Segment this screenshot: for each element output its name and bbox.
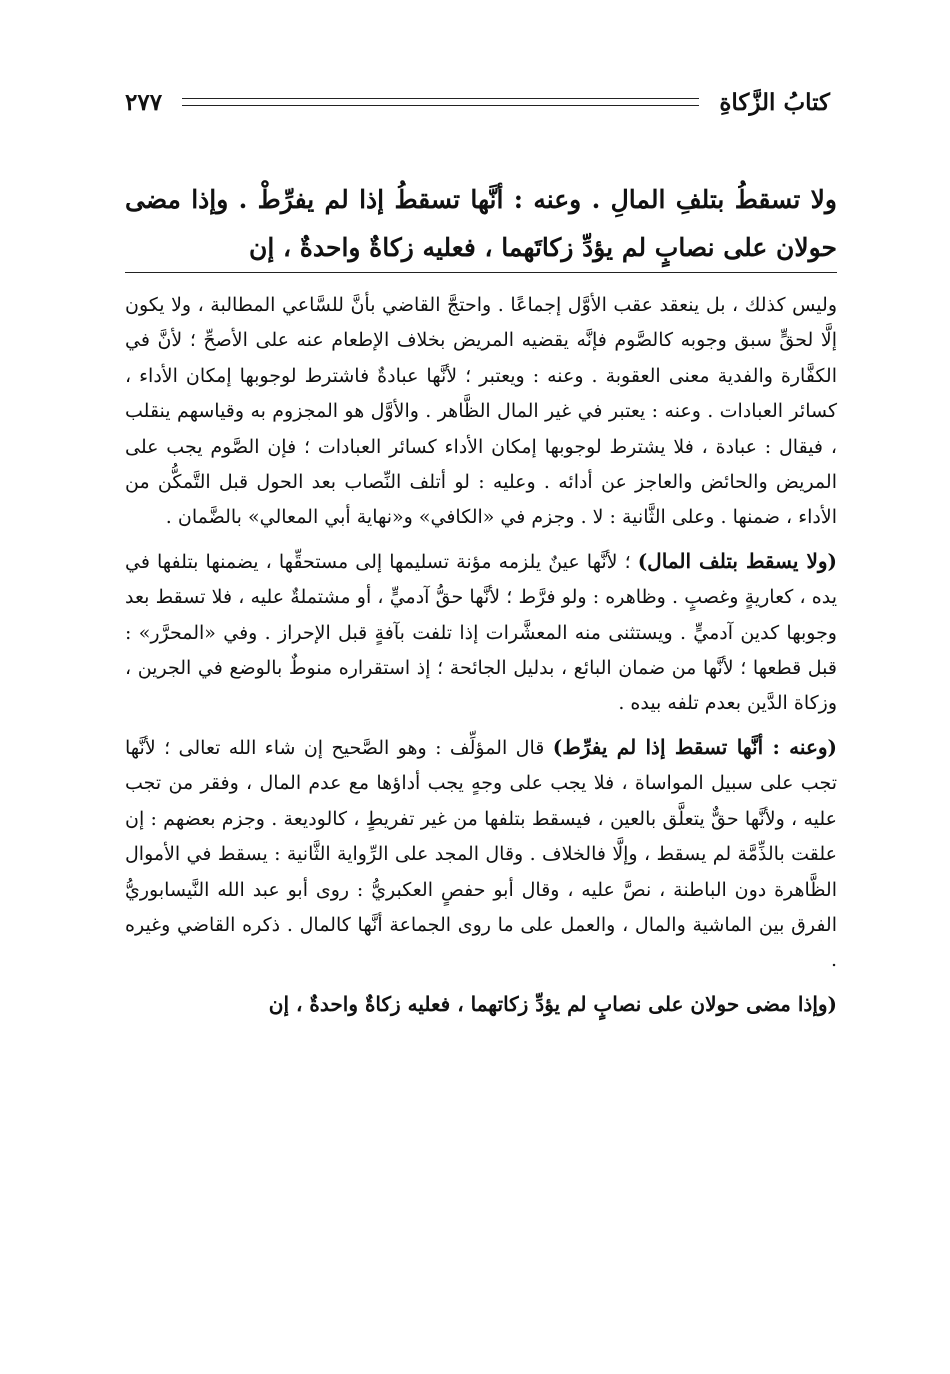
page-header — [125, 82, 830, 122]
page-number: ٢٧٧ — [125, 88, 163, 116]
commentary-text-2: ؛ لأنَّها عينٌ يلزمه مؤنة تسليمها إلى مستحقِّها ، يضمنها بتلفها في يده ، كعاريةٍ وغصبٍ . وظاهره : ولو فرَّط ؛ لأنَّها حقُّ آدميٍّ ، أو مشتملةٌ عليه ، فلا تسقط بعد وجوبها كدين آدميٍّ . ويستثنى منه المعشَّرات إذا تلفت بآفةٍ قبل الإحراز . وفي «المحرَّر» : قبل قطعها ؛ لأنَّها من ضمان البائع ، بدليل الجائحة ؛ إذ استقراره منوطٌ بالوضع في الجرين ، وزكاة الدَّين بعدم تلفه بيده . — [125, 550, 837, 715]
commentary-paragraph-1: وليس كذلك ، بل ينعقد عقب الأوَّل إجماعًا . واحتجَّ القاضي بأنَّ للسَّاعي المطالبة ، ولا يكون إلَّا لحقٍّ سبق وجوبه كالصَّوم فإنَّه يقضيه المريض بخلاف الإطعام عنه على الأصحِّ ؛ لأنَّ في الكفَّارة والفدية معنى العقوبة . وعنه : ويعتبر ؛ لأنَّها عبادةٌ فاشترط لوجوبها إمكان الأداء ، كسائر العبادات . وعنه : يعتبر في غير المال الظَّاهر . والأوَّل هو المجزوم به وقياسهم ينقلب ، فيقال : عبادة ، فلا يشترط لوجوبها إمكان الأداء كسائر العبادات ؛ فإن الصَّوم يجب على المريض والحائض والعاجز عن أدائه . وعليه : لو أتلف النِّصاب بعد الحول قبل التَّمكُّن من الأداء ، ضمنها . وعلى الثَّانية : لا . وجزم في «الكافي» و«نهاية أبي المعالي» بالضَّمان . — [125, 294, 837, 529]
commentary-text-3: قال المؤلِّف : وهو الصَّحيح إن شاء الله تعالى ؛ لأنَّها تجب على سبيل المواساة ، فلا يجب على وجهٍ يجب أداؤها مع عدم المال ، وفقر من تجب عليه ، ولأنَّها حقٌّ يتعلَّق بالعين ، فيسقط بتلفها من غير تفريطٍ ، كالوديعة . وجزم بعضهم : إن علقت بالذِّمَّة لم يسقط ، وإلَّا فالخلاف . وقال المجد على الرِّواية الثَّانية : يسقط في الأموال الظَّاهرة دون الباطنة ، نصَّ عليه ، وقال أبو حفصٍ العكبريُّ : روى أبو عبد الله النَّيسابوريُّ الفرق بين الماشية والمال ، والعمل على ما روى الجماعة أنَّها كالمال . ذكره القاضي وغيره . — [125, 736, 837, 972]
commentary-paragraph-3 — [125, 730, 837, 979]
lemma-3: (وعنه : أنَّها تسقط إذا لم يفرِّط) — [552, 734, 837, 759]
book-title: كتابُ الزَّكاةِ — [719, 88, 830, 116]
commentary — [125, 288, 837, 1030]
separator-rule — [125, 272, 837, 273]
commentary-paragraph-4: (وإذا مضى حولان على نصابٍ لم يؤدِّ زكاتهما ، فعليه زكاةٌ واحدةٌ ، إن — [268, 991, 837, 1016]
lemma-2: (ولا يسقط بتلف المال) — [637, 548, 837, 573]
header-rule — [182, 98, 699, 106]
main-text: ولا تسقطُ بتلفِ المالِ . وعنه : أنَّها تسقطُ إذا لم يفرِّطْ . وإذا مضى حولان على نصابٍ لم يؤدِّ زكاتَهما ، فعليه زكاةٌ واحدةٌ ، إن — [125, 185, 837, 262]
commentary-paragraph-2 — [125, 544, 837, 722]
